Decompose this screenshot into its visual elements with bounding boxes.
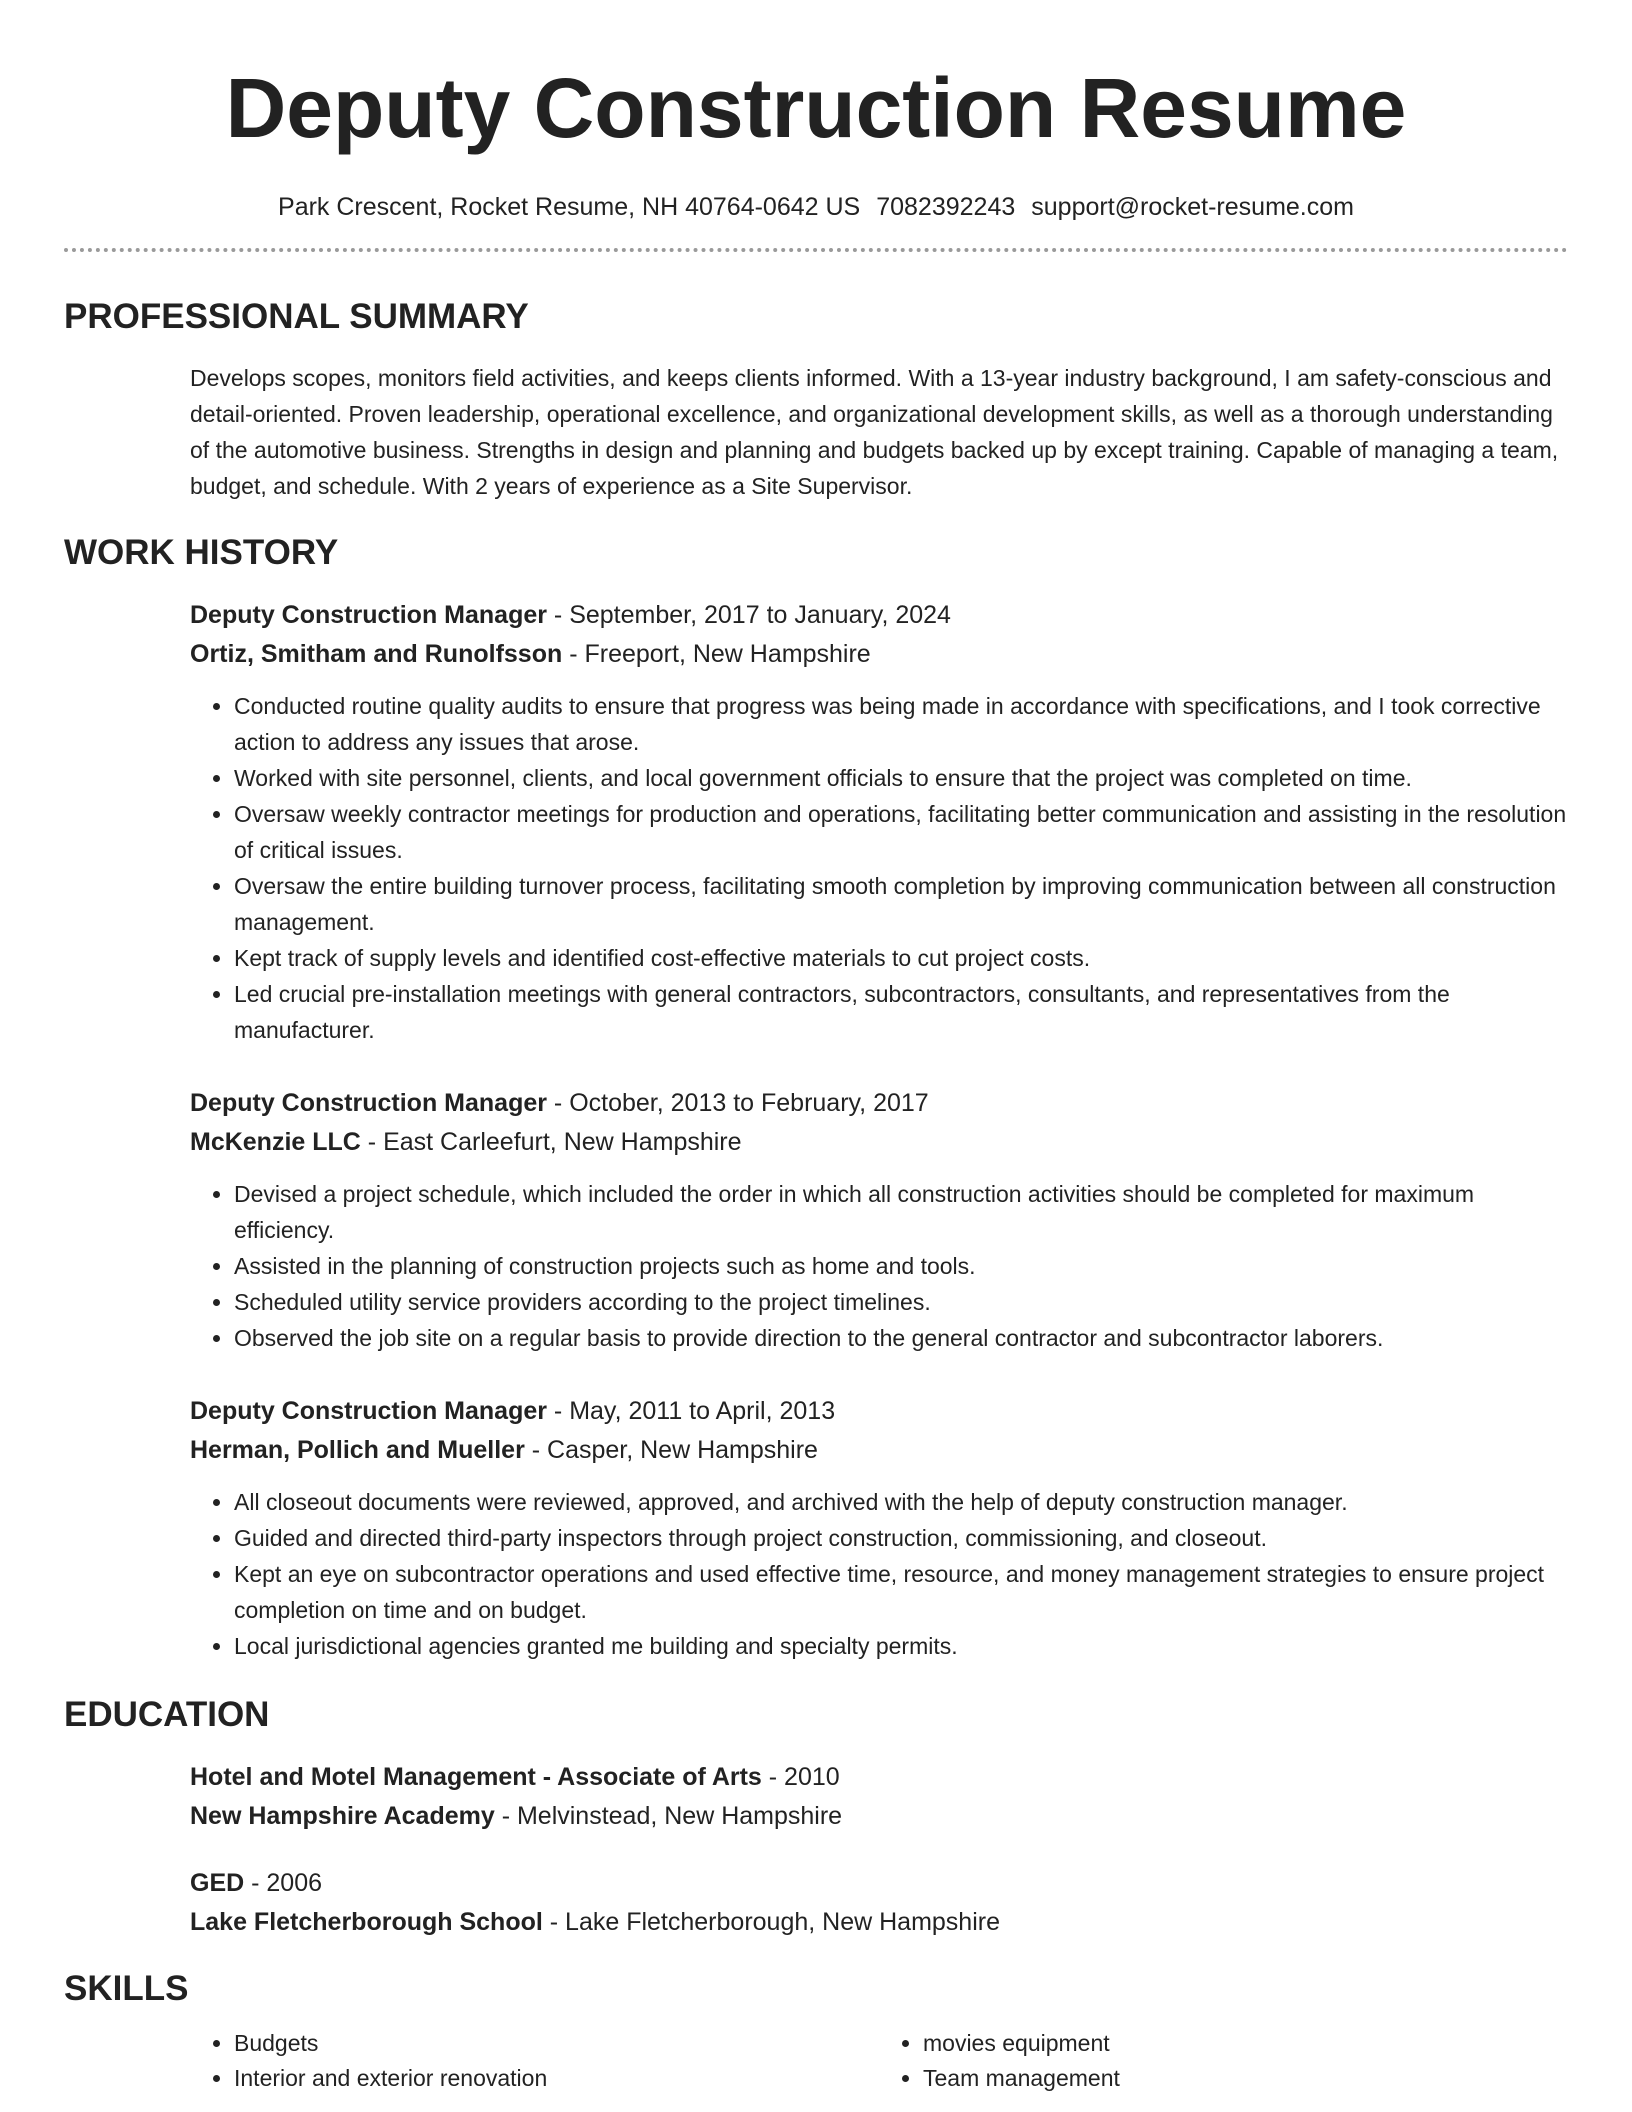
education-degree-line — [190, 1864, 1568, 1903]
job-role-line — [190, 1392, 1568, 1431]
list-item: • Led crucial pre-installation meetings with general contractors, subcontractors, consultants, and representatives from the manufacturer. — [234, 976, 1568, 1048]
education-degree: GED — [190, 1869, 245, 1897]
job-company-line — [190, 1431, 1568, 1470]
resume-page — [64, 0, 1568, 2096]
job-role: Deputy Construction Manager — [190, 1089, 547, 1117]
list-item: • Worked with site personnel, clients, and local government officials to ensure that the project was completed on time. — [234, 760, 1568, 796]
job-entry — [190, 596, 1568, 1048]
job-bullets — [190, 688, 1568, 1048]
list-item: • Kept an eye on subcontractor operations and used effective time, resource, and money management strategies to ensure project completion on time and on budget. — [234, 1556, 1568, 1628]
contact-address: Park Crescent, Rocket Resume, NH 40764-0642 US — [278, 193, 861, 221]
skill-item: • Team management — [923, 2061, 1568, 2096]
education-location: - Melvinstead, New Hampshire — [494, 1802, 843, 1830]
education-degree: Hotel and Motel Management - Associate of Arts — [190, 1763, 762, 1791]
job-company-line — [190, 635, 1568, 674]
education-entry — [190, 1864, 1568, 1942]
skill-item: • Budgets — [234, 2026, 879, 2061]
job-dates: - October, 2013 to February, 2017 — [546, 1089, 929, 1117]
job-company-line — [190, 1123, 1568, 1162]
list-item: • Oversaw the entire building turnover process, facilitating smooth completion by improving communication between all construction management. — [234, 868, 1568, 940]
summary-text: Develops scopes, monitors field activities, and keeps clients informed. With a 13-year industry background, I am safety-conscious and detail-oriented. Proven leadership, operational excellence, and organizational development skills, as well as a thorough understanding of the automotive business. Strengths in design and planning and budgets backed up by except training. Capable of managing a team, budget, and schedule. With 2 years of experience as a Site Supervisor. — [190, 365, 1559, 499]
education-school: Lake Fletcherborough School — [190, 1908, 543, 1936]
job-company: McKenzie LLC — [190, 1128, 361, 1156]
education-school-line — [190, 1797, 1568, 1836]
job-dates: - September, 2017 to January, 2024 — [546, 601, 951, 629]
skills-column-right — [879, 2026, 1568, 2096]
job-location: - Casper, New Hampshire — [524, 1436, 818, 1464]
job-location: - East Carleefurt, New Hampshire — [360, 1128, 742, 1156]
job-bullets — [190, 1484, 1568, 1664]
skill-item: • movies equipment — [923, 2026, 1568, 2061]
education-year: - 2010 — [761, 1763, 840, 1791]
job-entry — [190, 1392, 1568, 1664]
education-location: - Lake Fletcherborough, New Hampshire — [542, 1908, 1000, 1936]
job-company: Herman, Pollich and Mueller — [190, 1436, 525, 1464]
skills-grid — [190, 2026, 1568, 2096]
list-item: • Scheduled utility service providers according to the project timelines. — [234, 1284, 1568, 1320]
education-school-line — [190, 1903, 1568, 1942]
job-role: Deputy Construction Manager — [190, 601, 547, 629]
job-role: Deputy Construction Manager — [190, 1397, 547, 1425]
list-item: • Assisted in the planning of construction projects such as home and tools. — [234, 1248, 1568, 1284]
section-title-education: EDUCATION — [64, 1695, 270, 1734]
list-item: • Kept track of supply levels and identified cost-effective materials to cut project costs. — [234, 940, 1568, 976]
list-item: • Conducted routine quality audits to ensure that progress was being made in accordance with specifications, and I took corrective action to address any issues that arose. — [234, 688, 1568, 760]
header-divider — [64, 248, 1568, 252]
list-item: • All closeout documents were reviewed, approved, and archived with the help of deputy construction manager. — [234, 1484, 1568, 1520]
job-role-line — [190, 1084, 1568, 1123]
skill-item: • Interior and exterior renovation — [234, 2061, 879, 2096]
contact-email: support@rocket-resume.com — [1031, 193, 1354, 221]
education-degree-line — [190, 1758, 1568, 1797]
list-item: • Devised a project schedule, which included the order in which all construction activities should be completed for maximum efficiency. — [234, 1176, 1568, 1248]
job-location: - Freeport, New Hampshire — [562, 640, 871, 668]
list-item: • Oversaw weekly contractor meetings for production and operations, facilitating better communication and assisting in the resolution of critical issues. — [234, 796, 1568, 868]
education-school: New Hampshire Academy — [190, 1802, 495, 1830]
job-entry — [190, 1084, 1568, 1356]
contact-line — [64, 192, 1568, 222]
section-title-work-history: WORK HISTORY — [64, 533, 339, 572]
job-bullets — [190, 1176, 1568, 1356]
list-item: • Observed the job site on a regular basis to provide direction to the general contractor and subcontractor laborers. — [234, 1320, 1568, 1356]
education-entry — [190, 1758, 1568, 1836]
list-item: • Guided and directed third-party inspectors through project construction, commissioning, and closeout. — [234, 1520, 1568, 1556]
job-dates: - May, 2011 to April, 2013 — [546, 1397, 836, 1425]
section-title-skills: SKILLS — [64, 1969, 189, 2008]
job-company: Ortiz, Smitham and Runolfsson — [190, 640, 563, 668]
resume-title: Deputy Construction Resume — [225, 61, 1407, 155]
section-title-summary: PROFESSIONAL SUMMARY — [64, 297, 529, 336]
skills-column-left — [190, 2026, 879, 2096]
job-role-line — [190, 596, 1568, 635]
list-item: • Local jurisdictional agencies granted me building and specialty permits. — [234, 1628, 1568, 1664]
education-year: - 2006 — [244, 1869, 323, 1897]
contact-phone: 7082392243 — [876, 193, 1016, 221]
